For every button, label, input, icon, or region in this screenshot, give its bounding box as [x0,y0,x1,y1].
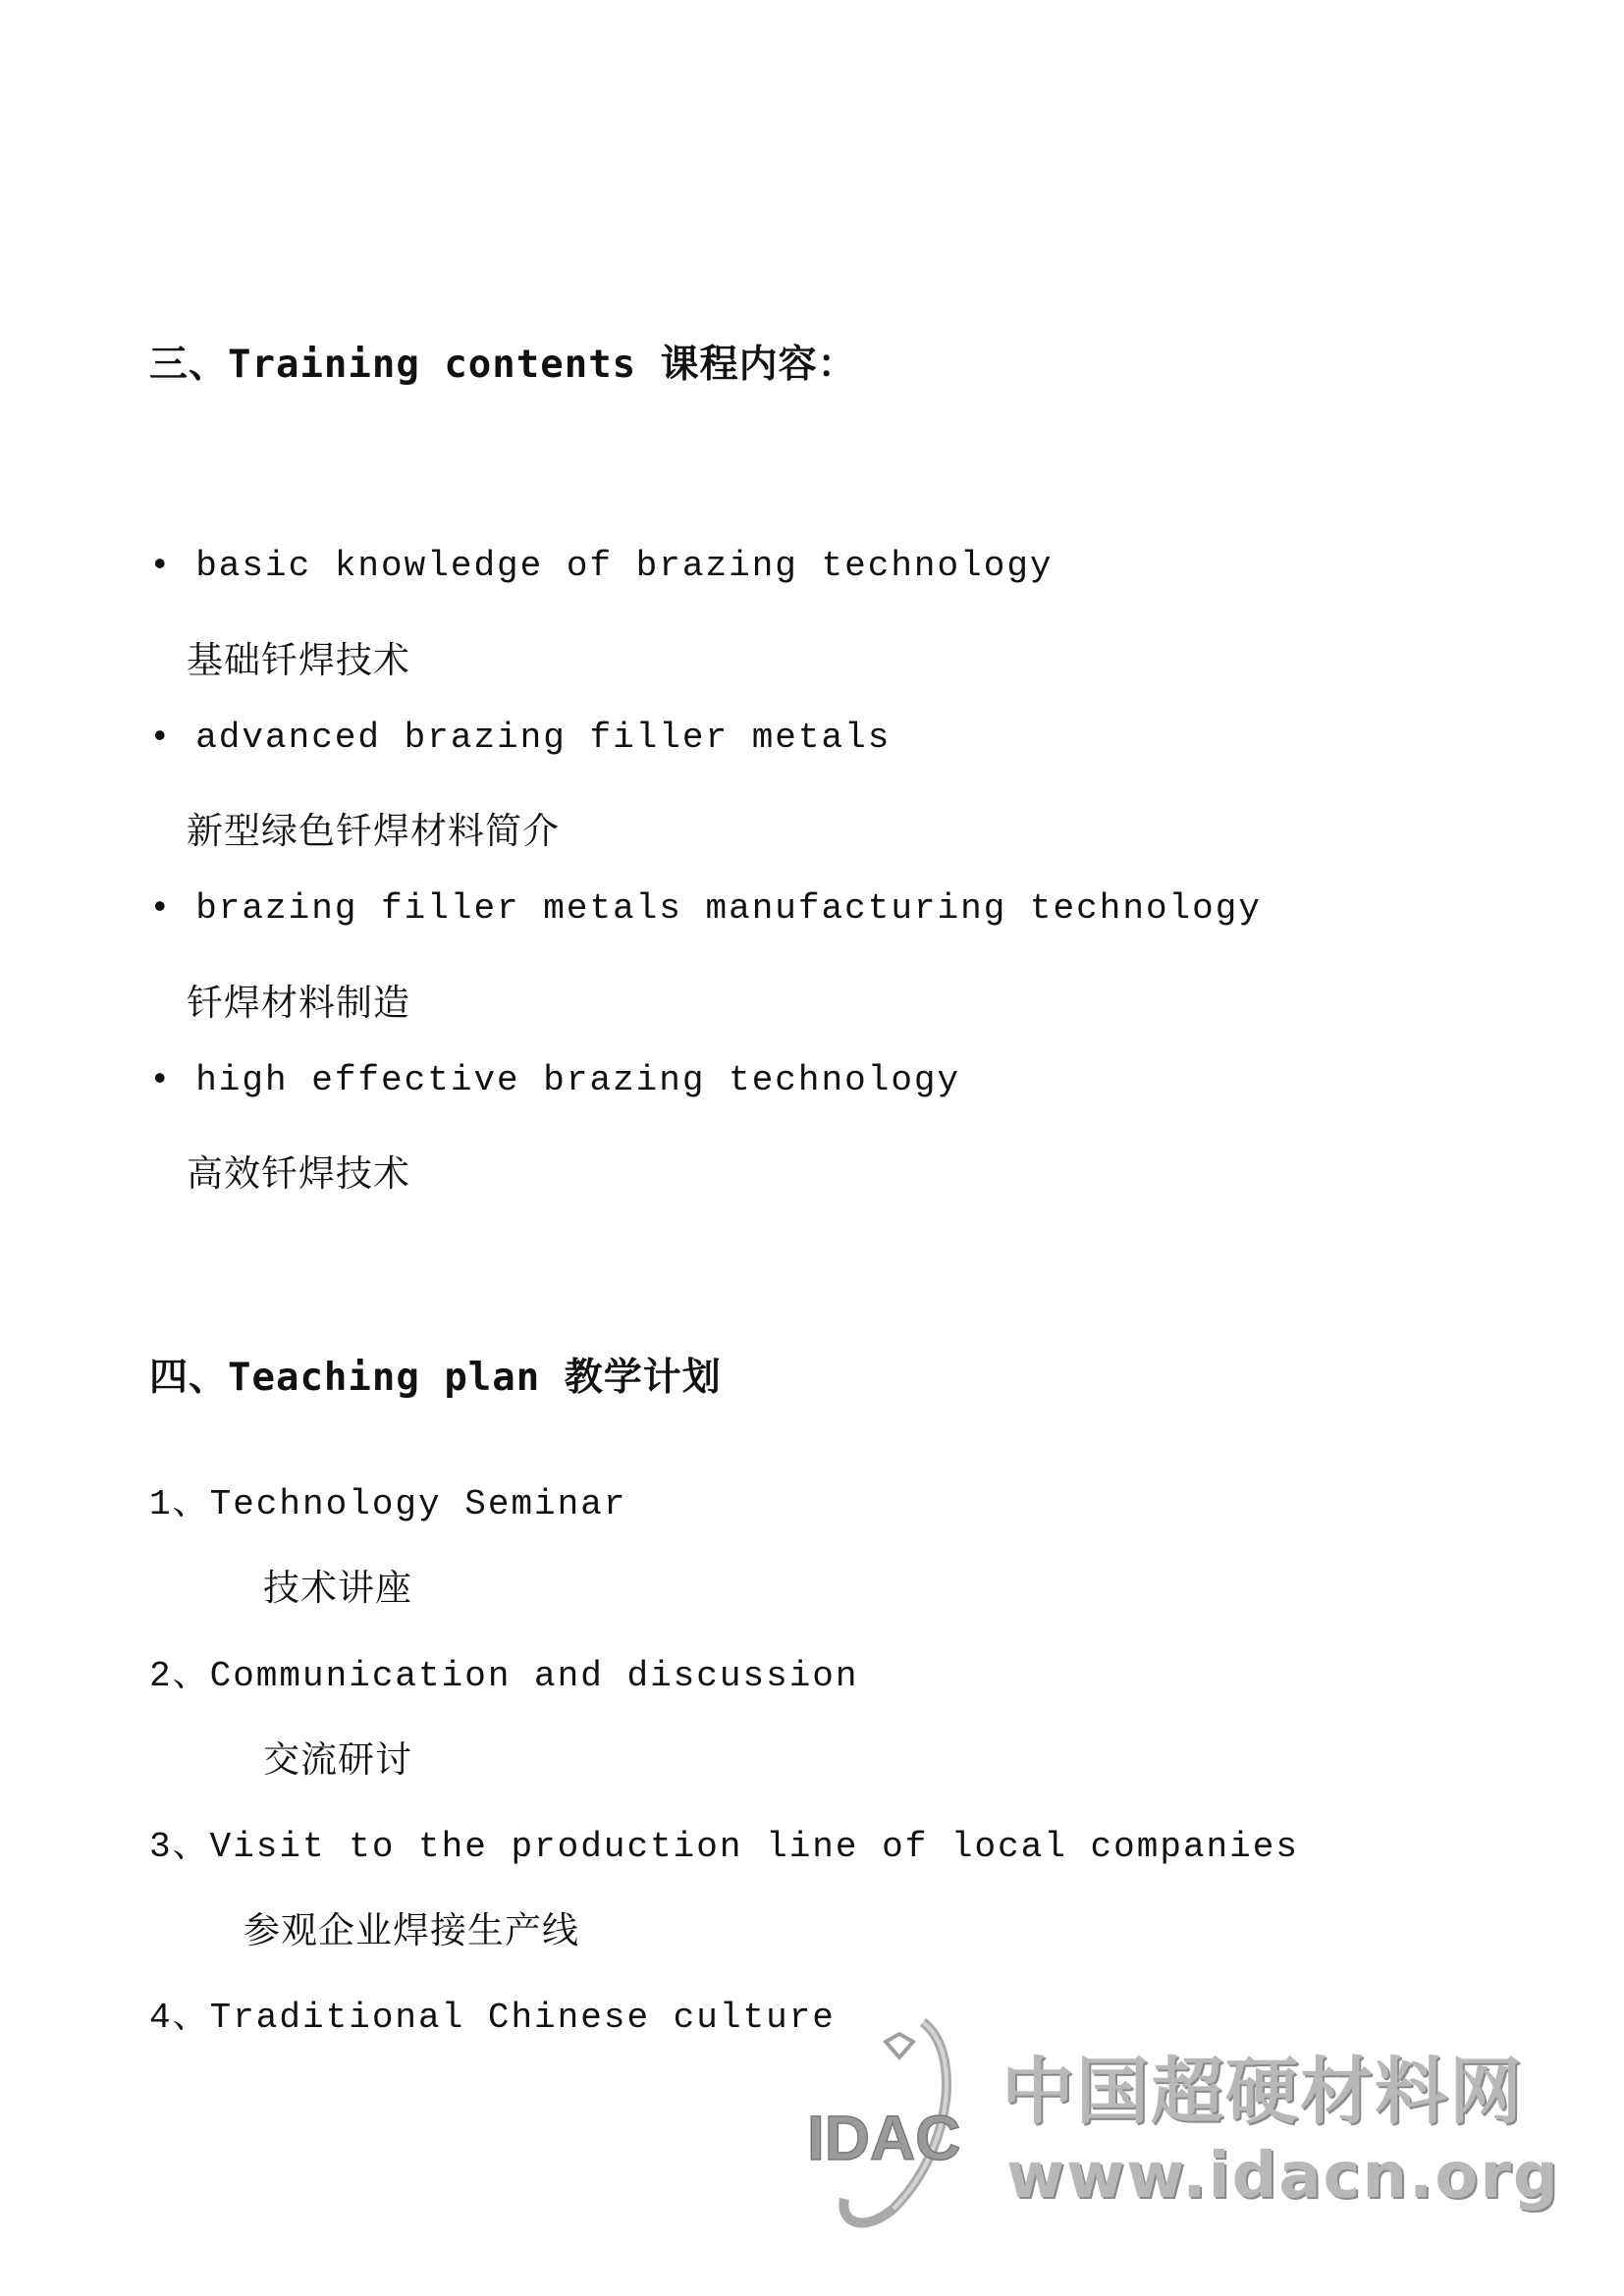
idac-logo-text: IDAC [807,2103,961,2173]
training-item-4-zh: 高效钎焊技术 [187,1152,410,1195]
watermark-site-name: 中国超硬材料网 [1001,2050,1524,2134]
plan-item-4: 4、Traditional Chinese culture [149,1998,836,2038]
plan-item-1: 1、Technology Seminar [149,1484,627,1524]
training-item-2-zh: 新型绿色钎焊材料简介 [187,810,560,852]
plan-item-2-zh: 交流研讨 [263,1738,412,1781]
idac-logo [805,2012,972,2238]
plan-item-3: 3、Visit to the production line of local companies [149,1827,1299,1867]
watermark [805,2012,1560,2238]
training-item-2: • advanced brazing filler metals [149,718,892,758]
training-item-1-zh: 基础钎焊技术 [187,639,410,681]
training-item-3: • brazing filler metals manufacturing technology [149,888,1262,929]
training-item-4: • high effective brazing technology [149,1060,961,1100]
training-item-3-zh: 钎焊材料制造 [187,982,410,1024]
plan-item-2: 2、Communication and discussion [149,1656,859,1696]
section-3-heading: 三、Training contents 课程内容： [149,343,857,387]
watermark-site-url: www.idacn.org [1006,2140,1560,2213]
training-item-1: • basic knowledge of brazing technology [149,546,1054,586]
plan-item-3-zh: 参观企业焊接生产线 [244,1909,579,1951]
plan-item-1-zh: 技术讲座 [263,1567,412,1609]
section-4-heading: 四、Teaching plan 教学计划 [149,1356,722,1400]
